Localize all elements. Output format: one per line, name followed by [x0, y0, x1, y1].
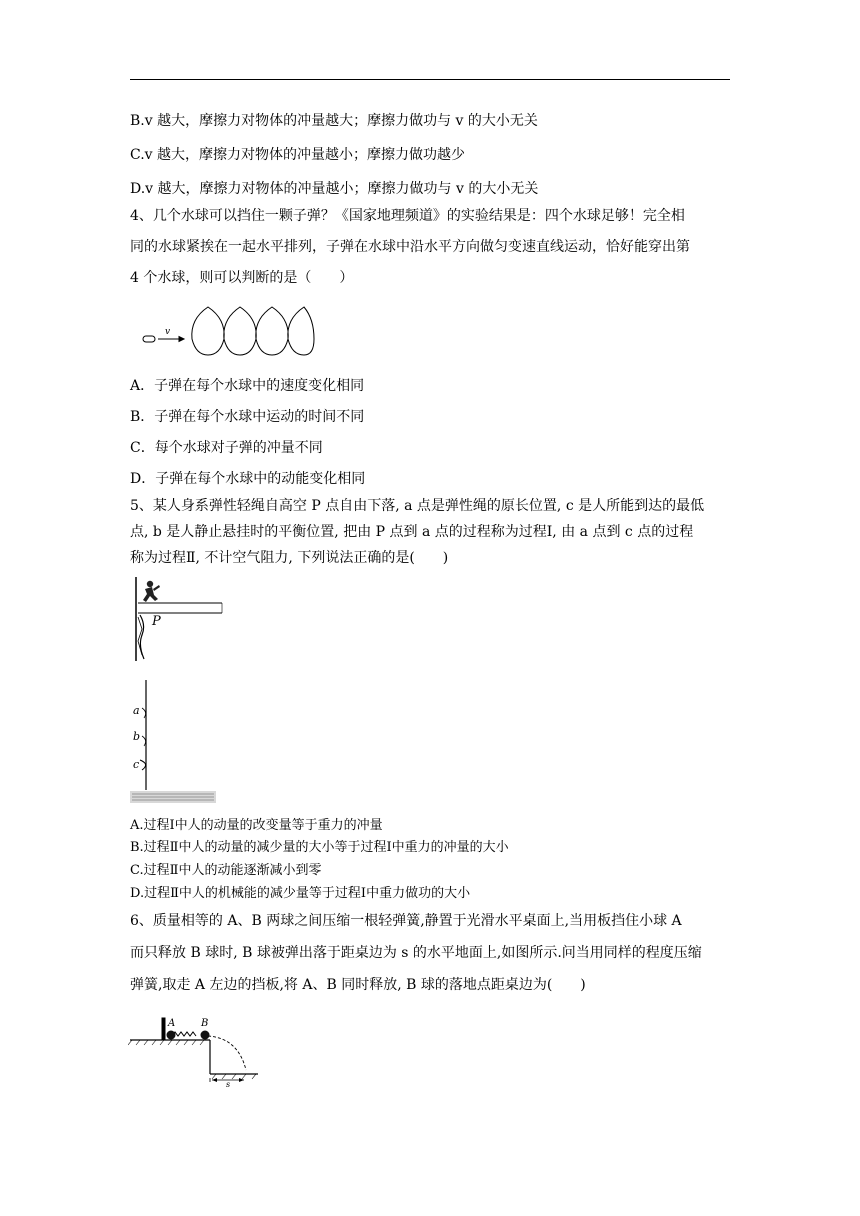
q5-option-a: A.过程Ⅰ中人的动量的改变量等于重力的冲量	[130, 818, 383, 833]
q4-option-b: B．子弹在每个水球中运动的时间不同	[130, 409, 365, 425]
jumper-icon	[143, 581, 160, 602]
spring-balls-figure	[128, 1012, 260, 1088]
point-a-label: a	[133, 704, 140, 717]
ball-b-label: B	[201, 1018, 209, 1029]
q5-option-d: D.过程Ⅱ中人的机械能的减少量等于过程Ⅰ中重力做功的大小	[130, 886, 471, 901]
q5-stem-line-3: 称为过程Ⅱ, 不计空气阻力, 下列说法正确的是( )	[130, 550, 449, 566]
q3-option-c: C.v 越大，摩擦力对物体的冲量越小；摩擦力做功越少	[130, 147, 466, 163]
water-ball-2	[224, 307, 256, 355]
q4-stem-line-2: 同的水球紧挨在一起水平排列，子弹在水球中沿水平方向做匀变速直线运动，恰好能穿出第	[130, 239, 690, 255]
ball-a	[167, 1031, 176, 1040]
q4-stem-line-1: 4、几个水球可以挡住一颗子弹？《国家地理频道》的实验结果是：四个水球足够！完全相	[130, 208, 685, 224]
distance-s-label: s	[226, 1080, 231, 1088]
point-p-label: P	[152, 614, 161, 629]
q6-stem-line-3: 弹簧,取走 A 左边的挡板,将 A、B 同时释放, B 球的落地点距桌边为( )	[130, 977, 586, 993]
bungee-platform-figure	[128, 575, 223, 663]
water-ball-1	[192, 307, 224, 355]
q3-option-d: D.v 越大，摩擦力对物体的冲量越小；摩擦力做功与 v 的大小无关	[130, 181, 539, 197]
blocking-plate	[162, 1018, 165, 1040]
q4-option-d: D．子弹在每个水球中的动能变化相同	[130, 471, 366, 487]
ball-a-label: A	[168, 1018, 176, 1029]
water-balls-figure	[140, 305, 315, 365]
q6-stem-line-1: 6、质量相等的 A、B 两球之间压缩一根轻弹簧,静置于光滑水平桌面上,当用板挡住小球 A	[130, 913, 682, 929]
q5-stem-line-1: 5、某人身系弹性轻绳自高空 P 点自由下落, a 点是弹性绳的原长位置, c 是人所能到达的最低	[130, 498, 705, 514]
q5-stem-line-2: 点, b 是人静止悬挂时的平衡位置, 把由 P 点到 a 点的过程称为过程Ⅰ, 由 a 点到 c 点的过程	[130, 524, 694, 540]
trajectory	[208, 1036, 246, 1070]
q5-option-b: B.过程Ⅱ中人的动量的减少量的大小等于过程Ⅰ中重力的冲量的大小	[130, 840, 509, 855]
header-rule	[130, 79, 730, 80]
bullet-shape	[143, 336, 155, 342]
q4-option-c: C．每个水球对子弹的冲量不同	[130, 440, 323, 456]
velocity-label: v	[165, 327, 171, 337]
point-b-label: b	[133, 730, 141, 743]
spring	[172, 1032, 196, 1036]
q3-option-b: B.v 越大，摩擦力对物体的冲量越大；摩擦力做功与 v 的大小无关	[130, 113, 538, 129]
water-ball-4	[288, 307, 314, 355]
ball-b	[201, 1031, 210, 1040]
q4-stem-line-3: 4 个水球，则可以判断的是（ ）	[130, 270, 354, 286]
point-c-label: c	[133, 758, 140, 771]
bungee-rope-figure	[128, 678, 218, 806]
q6-stem-line-2: 而只释放 B 球时, B 球被弹出落于距桌边为 s 的水平地面上,如图所示.问当用同样的程度压缩	[130, 945, 702, 961]
q4-option-a: A．子弹在每个水球中的速度变化相同	[130, 378, 365, 394]
q5-option-c: C.过程Ⅱ中人的动能逐渐减小到零	[130, 863, 322, 878]
water-ball-3	[256, 307, 288, 355]
